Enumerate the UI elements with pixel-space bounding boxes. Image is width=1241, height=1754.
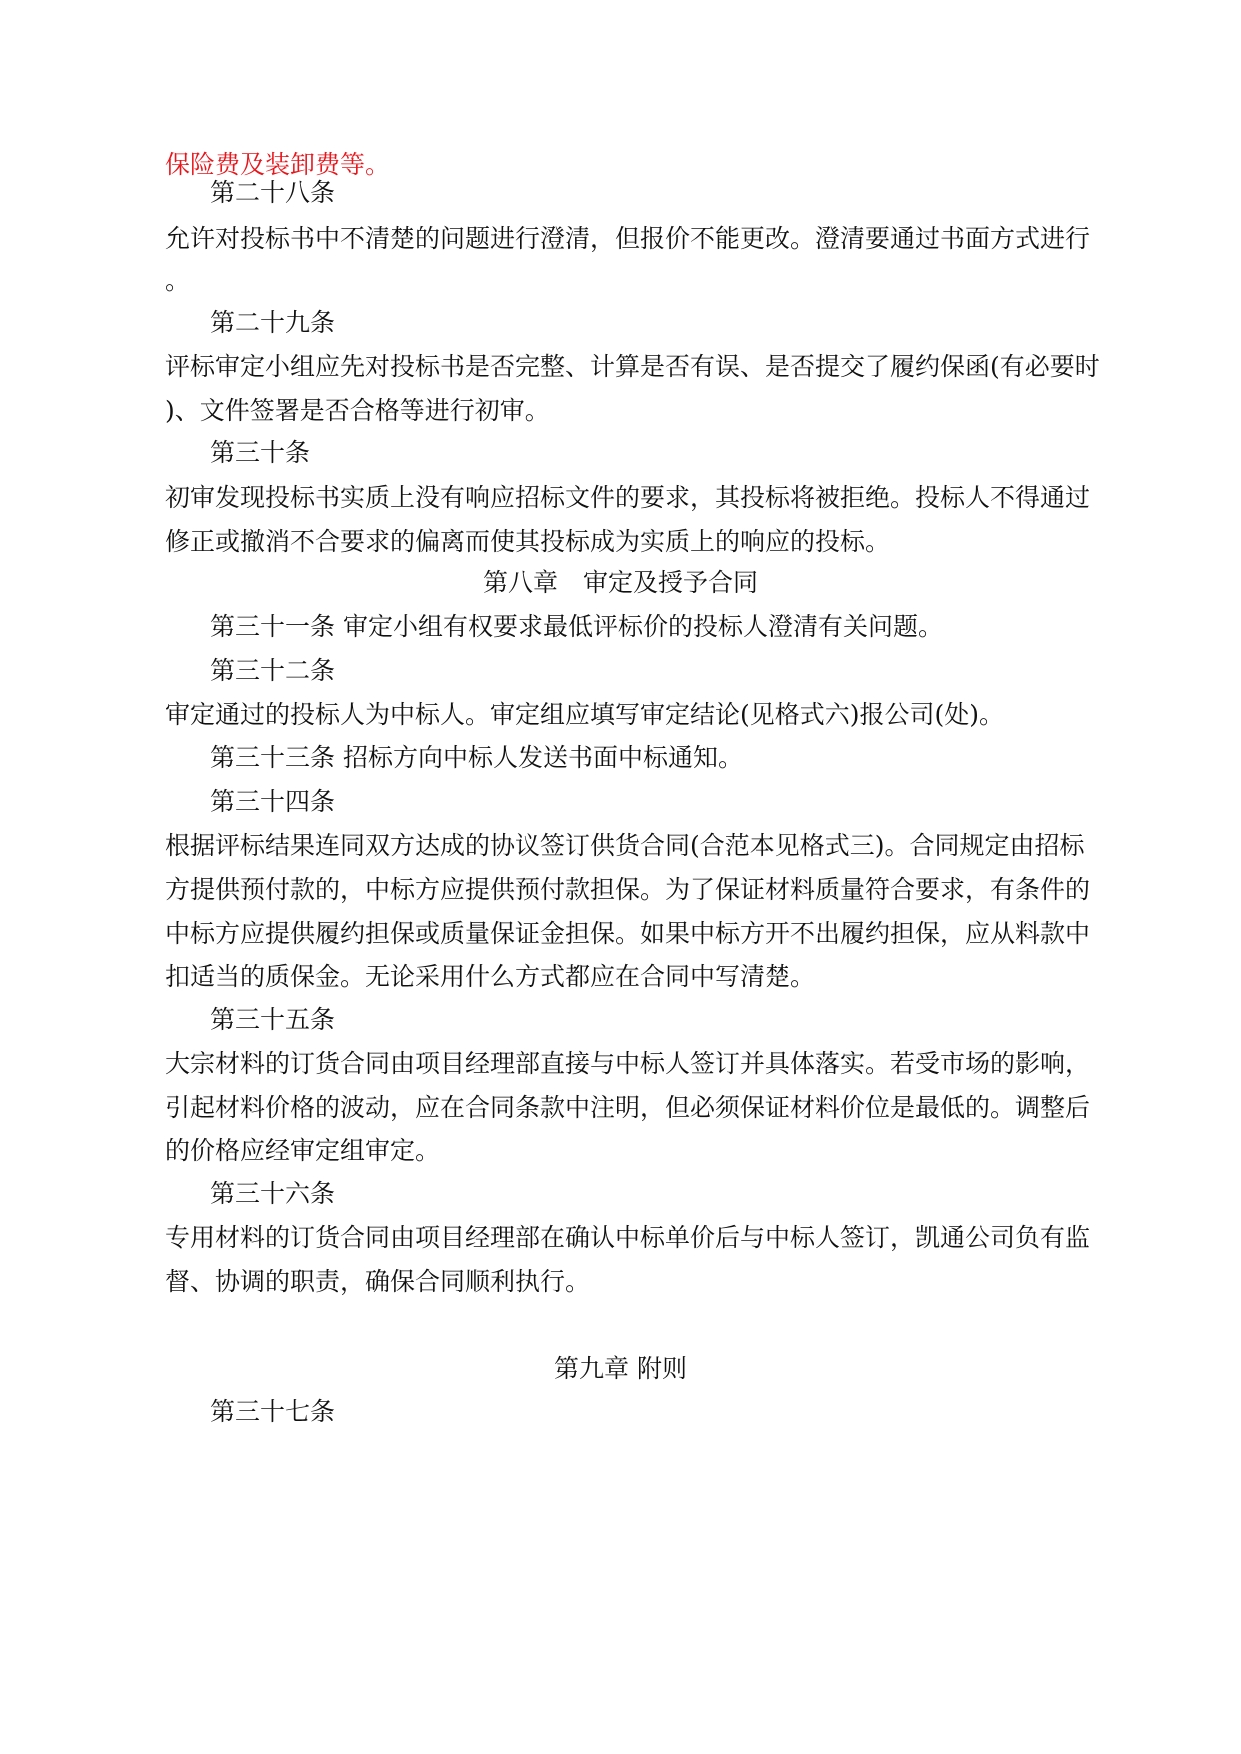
text-line: 允许对投标书中不清楚的问题进行澄清，但报价不能更改。澄清要通过书面方式进行 <box>165 224 1091 253</box>
article-heading: 第三十二条 <box>210 656 336 685</box>
article-heading: 第三十五条 <box>210 1005 336 1034</box>
text-line: 评标审定小组应先对投标书是否完整、计算是否有误、是否提交了履约保函(有必要时 <box>165 352 1100 381</box>
text-line: 大宗材料的订货合同由项目经理部直接与中标人签订并具体落实。若受市场的影响， <box>165 1049 1091 1078</box>
text-line: 专用材料的订货合同由项目经理部在确认中标单价后与中标人签订，凯通公司负有监 <box>165 1223 1091 1252</box>
chapter-heading: 第八章 审定及授予合同 <box>482 568 758 597</box>
chapter-heading: 第九章 附则 <box>554 1354 687 1383</box>
text-line: 初审发现投标书实质上没有响应招标文件的要求，其投标将被拒绝。投标人不得通过 <box>165 483 1091 512</box>
article-heading: 第三十六条 <box>210 1179 336 1208</box>
article-heading: 第二十八条 <box>210 178 336 207</box>
text-line: 中标方应提供履约担保或质量保证金担保。如果中标方开不出履约担保，应从料款中 <box>165 919 1091 948</box>
article-heading: 第二十九条 <box>210 308 336 337</box>
text-line: 引起材料价格的波动，应在合同条款中注明，但必须保证材料价位是最低的。调整后 <box>165 1093 1091 1122</box>
text-line-highlighted: 保险费及装卸费等。 <box>165 150 391 179</box>
text-line: 。 <box>165 266 191 295</box>
article-heading: 第三十七条 <box>210 1397 336 1426</box>
text-line: )、文件签署是否合格等进行初审。 <box>165 396 550 425</box>
article-line: 第三十一条 审定小组有权要求最低评标价的投标人澄清有关问题。 <box>210 612 943 641</box>
text-line: 修正或撤消不合要求的偏离而使其投标成为实质上的响应的投标。 <box>165 527 891 556</box>
text-line: 审定通过的投标人为中标人。审定组应填写审定结论(见格式六)报公司(处)。 <box>165 700 1005 729</box>
article-heading: 第三十条 <box>210 438 311 467</box>
text-line: 根据评标结果连同双方达成的协议签订供货合同(合范本见格式三)。合同规定由招标 <box>165 831 1085 860</box>
text-line: 督、协调的职责，确保合同顺利执行。 <box>165 1267 591 1296</box>
article-heading: 第三十四条 <box>210 787 336 816</box>
text-line: 方提供预付款的，中标方应提供预付款担保。为了保证材料质量符合要求，有条件的 <box>165 875 1091 904</box>
article-line: 第三十三条 招标方向中标人发送书面中标通知。 <box>210 743 743 772</box>
text-line: 扣适当的质保金。无论采用什么方式都应在合同中写清楚。 <box>165 962 816 991</box>
text-line: 的价格应经审定组审定。 <box>165 1136 441 1165</box>
